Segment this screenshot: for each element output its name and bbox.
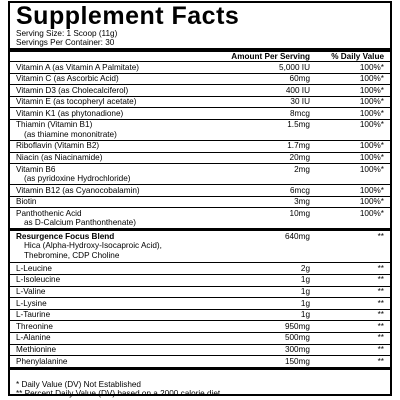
nutrient-row <box>10 62 390 74</box>
nutrient-row <box>10 310 390 322</box>
nutrient-name <box>16 186 140 196</box>
nutrient-name-text: Threonine <box>16 321 53 331</box>
nutrient-row <box>10 74 390 86</box>
supplement-facts-panel <box>8 1 392 396</box>
nutrient-name <box>16 322 53 332</box>
panel-title: Supplement Facts <box>16 2 240 30</box>
nutrient-daily-value: 100%* <box>359 85 384 95</box>
footnote-percent-dv: ** Percent Daily Value (DV) based on a 2000 calorie diet. <box>16 389 223 398</box>
nutrient-name-text: Thiamin (Vitamin B1) <box>16 120 93 130</box>
nutrient-amount: 400 IU <box>285 85 310 95</box>
nutrient-row <box>10 108 390 120</box>
nutrient-row <box>10 141 390 153</box>
nutrient-row <box>10 164 390 185</box>
nutrient-row <box>10 345 390 357</box>
nutrient-row <box>10 287 390 299</box>
nutrient-daily-value: ** <box>377 310 384 320</box>
nutrient-daily-value: 100%* <box>359 185 384 195</box>
nutrient-name-text: L-Taurine <box>16 310 51 320</box>
nutrient-name <box>16 357 67 367</box>
nutrient-daily-value: 100%* <box>359 108 384 118</box>
nutrient-sub-text: (as pyridoxine Hydrochloride) <box>24 174 131 184</box>
blend-desc-line2: Thebromine, CDP Choline <box>24 250 120 260</box>
footnote-dv-not-established: * Daily Value (DV) Not Established <box>16 380 141 389</box>
nutrient-name <box>16 109 123 119</box>
nutrient-name-text: Panthothenic Acid <box>16 208 82 218</box>
nutrient-name-text: Vitamin B6 <box>16 164 56 174</box>
nutrient-row <box>10 356 390 370</box>
nutrient-name-text: Niacin (as Niacinamide) <box>16 153 103 163</box>
blend-row <box>10 231 390 263</box>
nutrient-amount: 6mcg <box>289 185 310 195</box>
amount-per-serving-header: Amount Per Serving <box>231 52 310 61</box>
nutrient-amount: 950mg <box>284 321 310 331</box>
servings-per-container: Servings Per Container: 30 <box>16 38 115 47</box>
nutrient-amount: 1g <box>300 287 310 297</box>
nutrient-daily-value: ** <box>377 275 384 285</box>
nutrient-daily-value: 100%* <box>359 164 384 174</box>
nutrient-name <box>16 86 128 96</box>
nutrient-name <box>16 333 51 343</box>
nutrient-name-text: L-Valine <box>16 287 46 297</box>
nutrient-amount: 1g <box>300 310 310 320</box>
nutrient-amount: 5,000 IU <box>279 62 310 72</box>
nutrient-name <box>16 120 117 139</box>
nutrient-amount: 8mcg <box>289 108 310 118</box>
nutrient-name <box>16 165 130 184</box>
nutrient-row <box>10 153 390 165</box>
nutrient-name <box>16 209 136 228</box>
nutrient-name-text: Methionine <box>16 345 57 354</box>
nutrient-name-text: Vitamin B12 (as Cyanocobalamin) <box>16 185 140 195</box>
nutrient-name <box>16 141 99 151</box>
nutrient-amount: 2g <box>300 263 310 273</box>
blend-amount: 640mg <box>284 231 310 241</box>
nutrient-daily-value: ** <box>377 298 384 308</box>
nutrient-amount: 1.7mg <box>287 141 310 151</box>
nutrient-name-text: L-Lysine <box>16 298 47 308</box>
nutrient-daily-value: ** <box>377 333 384 343</box>
nutrient-daily-value: 100%* <box>359 141 384 151</box>
nutrient-row <box>10 208 390 231</box>
nutrient-amount: 60mg <box>289 74 310 84</box>
nutrient-daily-value: ** <box>377 287 384 297</box>
nutrient-row <box>10 197 390 209</box>
blend-title: Resurgence Focus Blend <box>16 231 115 241</box>
nutrient-name <box>16 287 45 297</box>
nutrient-name <box>16 299 47 309</box>
nutrient-name-text: Vitamin A (as Vitamin A Palmitate) <box>16 62 140 72</box>
nutrient-name <box>16 97 136 107</box>
nutrient-name-text: Vitamin D3 (as Cholecalciferol) <box>16 85 129 95</box>
nutrient-amount: 300mg <box>284 345 310 354</box>
nutrient-daily-value: ** <box>377 263 384 273</box>
nutrient-name-text: Phenylalanine <box>16 356 68 366</box>
nutrient-row <box>10 321 390 333</box>
nutrient-amount: 30 IU <box>290 97 310 107</box>
nutrient-daily-value: 100%* <box>359 120 384 130</box>
nutrient-row <box>10 120 390 141</box>
nutrient-name-text: L-Alanine <box>16 333 51 343</box>
serving-size: Serving Size: 1 Scoop (11g) <box>16 29 118 38</box>
nutrient-name-text: Vitamin E (as tocopheryl acetate) <box>16 97 137 107</box>
nutrient-daily-value: 100%* <box>359 62 384 72</box>
nutrient-name <box>16 310 50 320</box>
nutrient-amount: 1g <box>300 275 310 285</box>
nutrient-name-text: L-Leucine <box>16 263 52 273</box>
nutrient-name <box>16 63 139 73</box>
nutrient-amount: 10mg <box>289 208 310 218</box>
nutrient-name-text: Vitamin K1 (as phytonadione) <box>16 108 124 118</box>
nutrient-amount: 3mg <box>294 197 310 207</box>
nutrient-name-text: Vitamin C (as Ascorbic Acid) <box>16 74 119 84</box>
nutrient-row <box>10 275 390 287</box>
nutrient-daily-value: 100%* <box>359 197 384 207</box>
nutrient-sub-text: as D-Calcium Panthonthenate) <box>24 218 136 228</box>
nutrient-row <box>10 185 390 197</box>
nutrient-rows <box>10 61 390 370</box>
nutrient-daily-value: ** <box>377 321 384 331</box>
nutrient-name-text: L-Isoleucine <box>16 275 61 285</box>
nutrient-name <box>16 345 56 355</box>
nutrient-daily-value: ** <box>377 345 384 354</box>
nutrient-daily-value: 100%* <box>359 74 384 84</box>
nutrient-daily-value: ** <box>377 356 384 366</box>
nutrient-amount: 20mg <box>289 153 310 163</box>
nutrient-row <box>10 298 390 310</box>
nutrient-row <box>10 333 390 345</box>
nutrient-amount: 1.5mg <box>287 120 310 130</box>
nutrient-name <box>16 153 102 163</box>
nutrient-daily-value: 100%* <box>359 208 384 218</box>
nutrient-sub-text: (as thiamine mononitrate) <box>24 129 117 139</box>
nutrient-row <box>10 97 390 109</box>
nutrient-amount: 500mg <box>284 333 310 343</box>
nutrient-daily-value: 100%* <box>359 97 384 107</box>
nutrient-amount: 150mg <box>284 356 310 366</box>
nutrient-name-text: Biotin <box>16 197 37 207</box>
nutrient-name <box>16 197 36 207</box>
nutrient-amount: 1g <box>300 298 310 308</box>
blend-desc-line1: Hica (Alpha-Hydroxy-Isocaproic Acid), <box>24 241 162 251</box>
nutrient-amount: 2mg <box>294 164 310 174</box>
nutrient-name <box>16 275 60 285</box>
nutrient-daily-value: 100%* <box>359 153 384 163</box>
nutrient-row <box>10 263 390 275</box>
blend-name <box>16 232 162 261</box>
blend-daily-value: ** <box>377 231 384 241</box>
nutrient-row <box>10 85 390 97</box>
nutrient-name-text: Riboflavin (Vitamin B2) <box>16 141 100 151</box>
nutrient-name <box>16 74 119 84</box>
nutrient-name <box>16 264 52 274</box>
daily-value-header: % Daily Value <box>331 52 384 61</box>
